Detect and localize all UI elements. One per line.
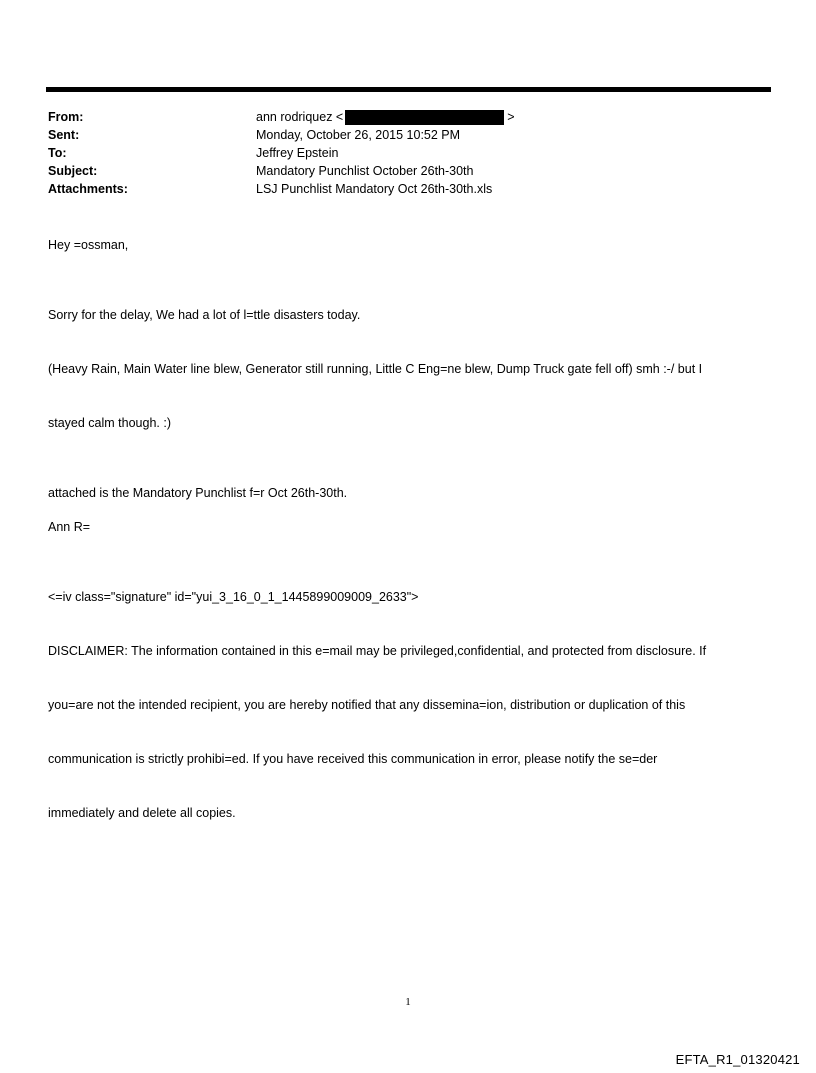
from-row	[48, 108, 748, 126]
paragraph-disasters	[48, 270, 770, 468]
attachments-label: Attachments:	[48, 182, 128, 196]
from-close: >	[507, 110, 515, 124]
to-row	[48, 144, 748, 162]
sent-row	[48, 126, 748, 144]
body-line: stayed calm though. :)	[48, 416, 171, 430]
from-label: From:	[48, 110, 84, 124]
header-rule	[46, 87, 771, 92]
sent-label: Sent:	[48, 128, 80, 142]
page-number: 1	[405, 996, 411, 1008]
body-line: (Heavy Rain, Main Water line blew, Generator still running, Little C Eng=ne blew, Dump Truck gate fell off) smh :-/ but I	[48, 362, 703, 376]
attachments-row	[48, 180, 748, 198]
redaction-box	[345, 110, 504, 125]
signature-code: <=iv class="signature" id="yui_3_16_0_1_1445899009009_2633">	[48, 590, 419, 604]
paragraph-disclaimer	[48, 552, 770, 858]
disclaimer-line: communication is strictly prohibi=ed. If you have received this communication in error, please notify the se=der	[48, 752, 658, 766]
to-label: To:	[48, 146, 67, 160]
disclaimer-line: DISCLAIMER: The information contained in this e=mail may be privileged,confidential, and protected from disclosure. If	[48, 644, 707, 658]
subject-row	[48, 162, 748, 180]
attachments-value: LSJ Punchlist Mandatory Oct 26th-30th.xls	[256, 182, 493, 196]
from-name: ann rodriquez <	[256, 110, 344, 124]
disclaimer-line: you=are not the intended recipient, you are hereby notified that any dissemina=ion, distribution or duplication of this	[48, 698, 686, 712]
bates-number: EFTA_R1_01320421	[675, 1052, 800, 1067]
paragraph-attached: attached is the Mandatory Punchlist f=r Oct 26th-30th.	[48, 486, 348, 500]
signoff: Ann R=	[48, 520, 91, 534]
subject-label: Subject:	[48, 164, 98, 178]
greeting: Hey =ossman,	[48, 238, 129, 252]
email-body	[48, 236, 770, 874]
sent-value: Monday, October 26, 2015 10:52 PM	[256, 128, 461, 142]
subject-value: Mandatory Punchlist October 26th-30th	[256, 164, 474, 178]
body-line: Sorry for the delay, We had a lot of l=ttle disasters today.	[48, 308, 361, 322]
from-value	[256, 110, 515, 125]
to-value: Jeffrey Epstein	[256, 146, 339, 160]
disclaimer-line: immediately and delete all copies.	[48, 806, 236, 820]
email-header	[48, 108, 748, 198]
